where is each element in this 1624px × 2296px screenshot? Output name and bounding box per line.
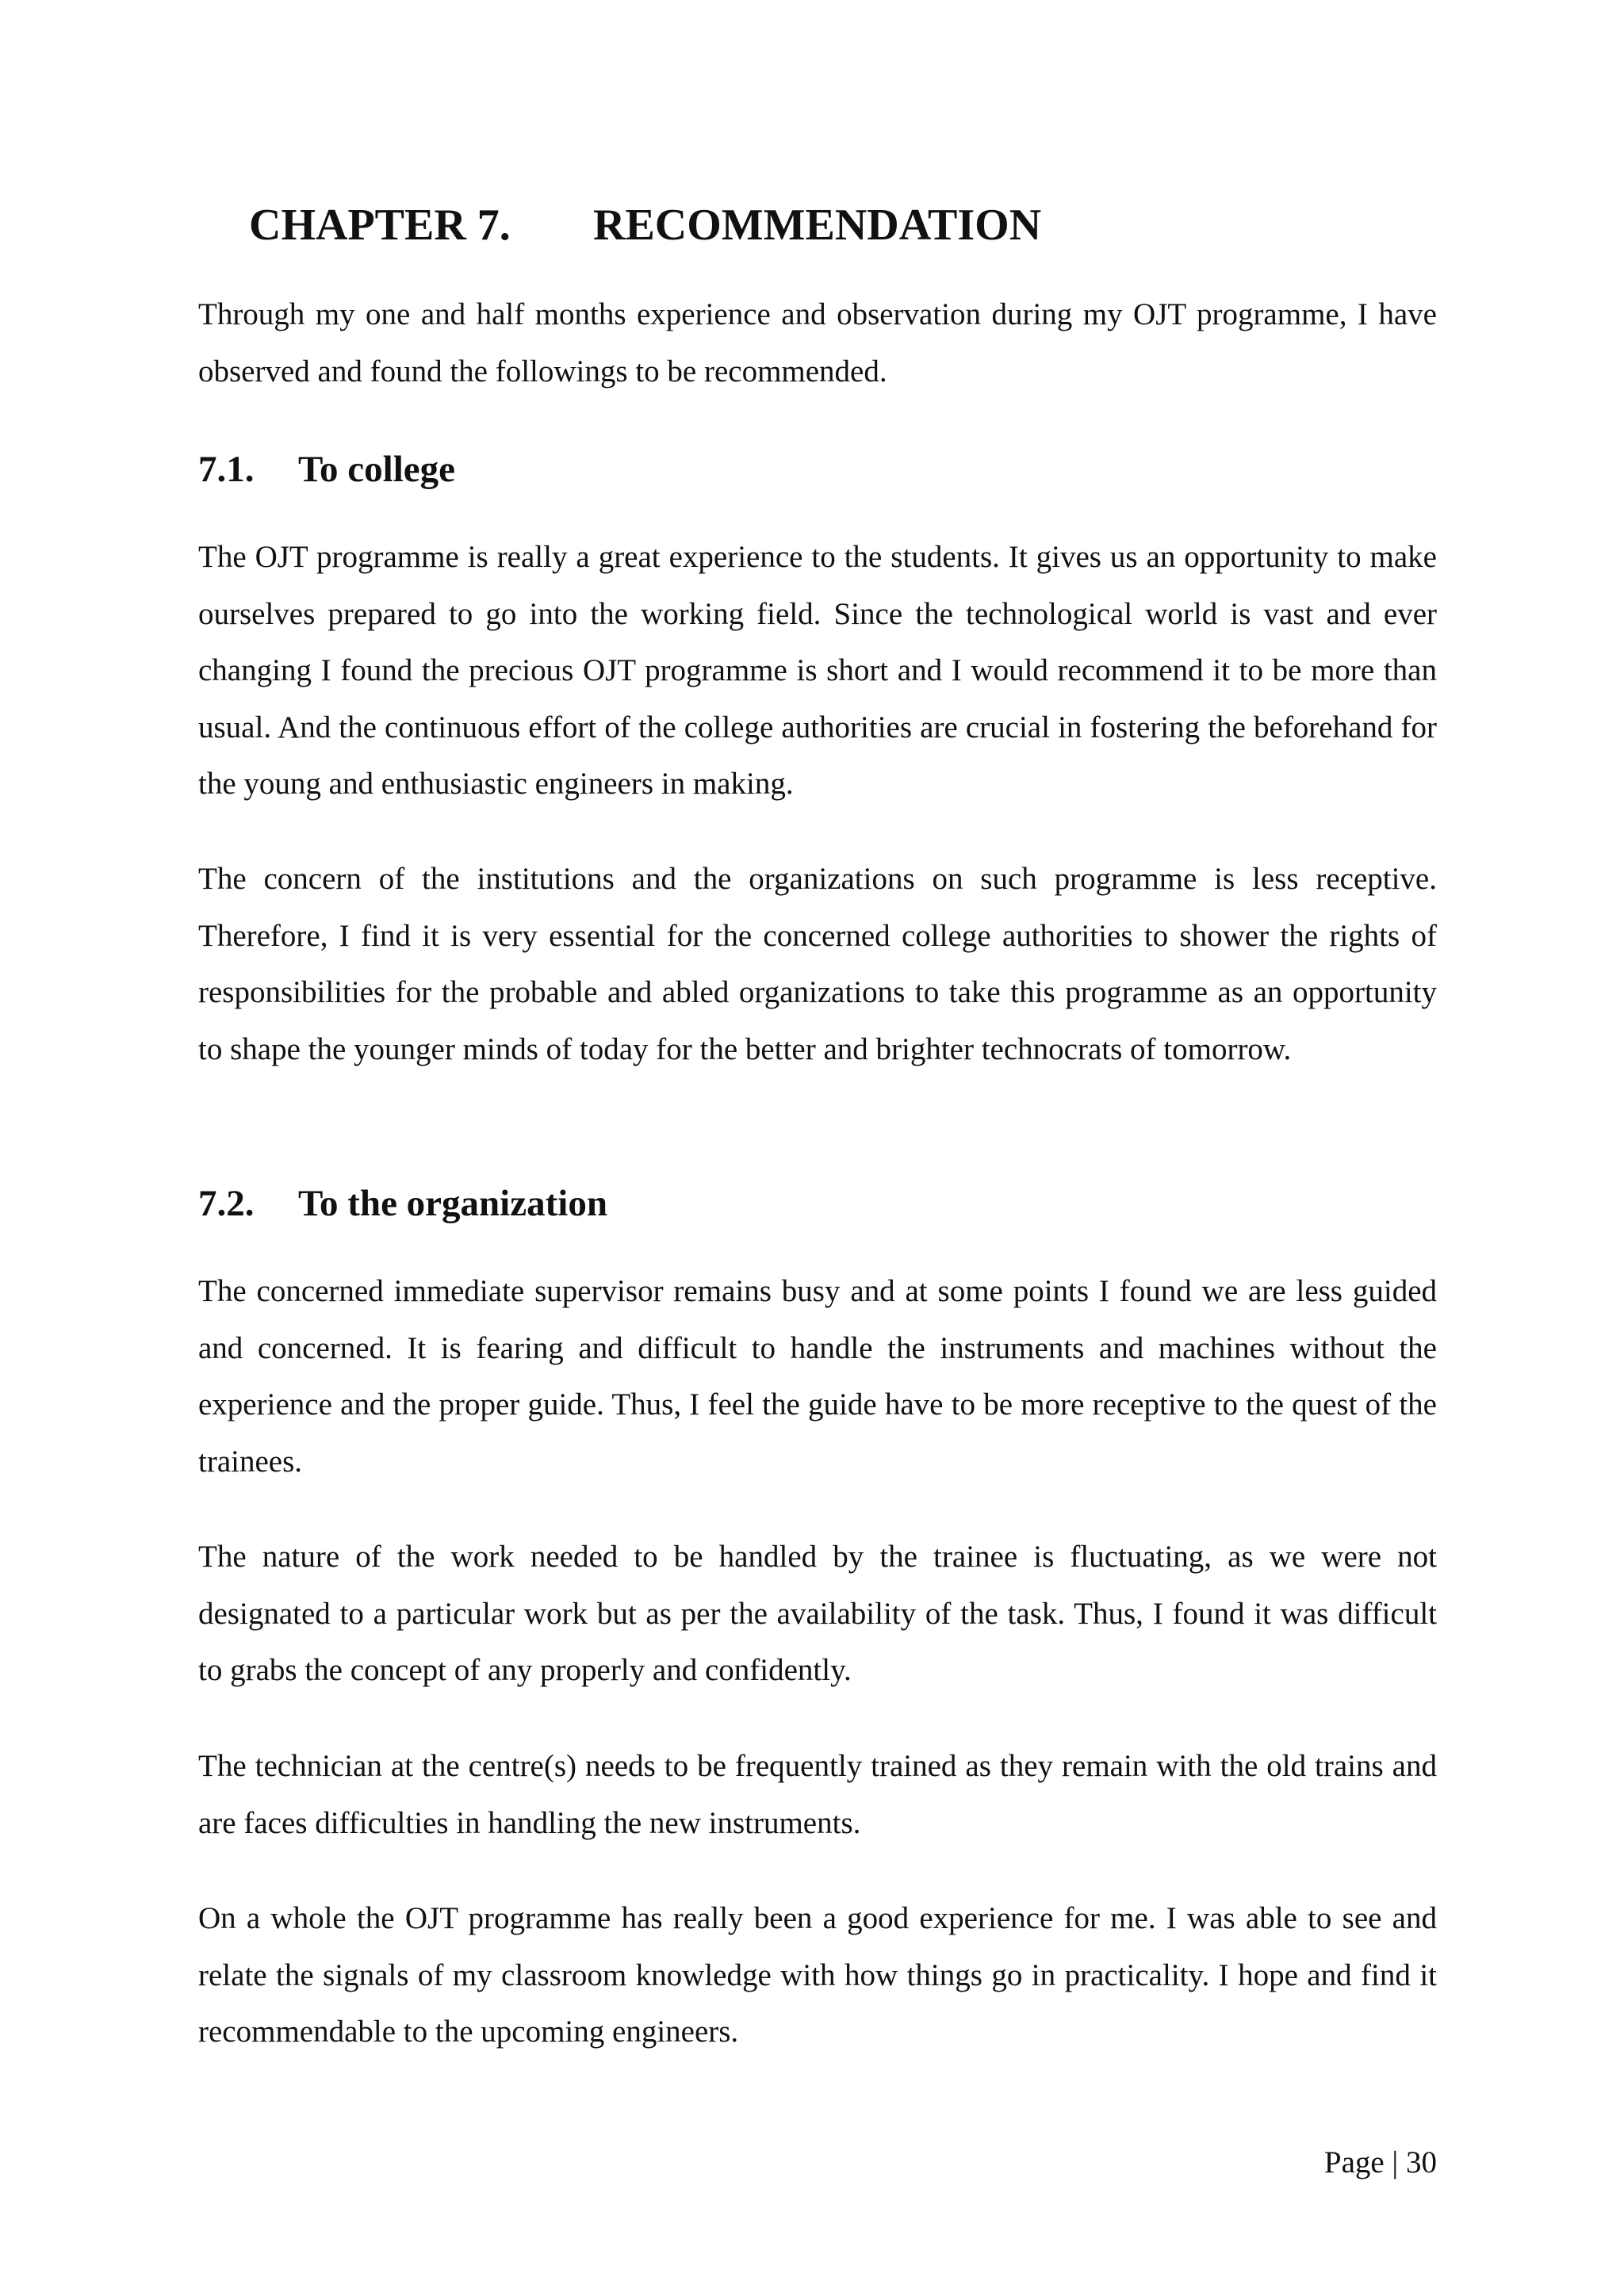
section-title: To college	[298, 449, 455, 490]
section-number: 7.1.	[198, 449, 255, 490]
section-heading-college	[198, 446, 455, 493]
chapter-number: CHAPTER 7.	[249, 201, 511, 250]
paragraph: On a whole the OJT programme has really been a good experience for me. I was able to see and relate the signals of my classroom knowledge with how things go in practicality. I hope and find it recommendable to the upcoming engineers.	[198, 1901, 1437, 2049]
chapter-title: RECOMMENDATION	[593, 201, 1042, 250]
section-title: To the organization	[298, 1183, 607, 1224]
paragraph: The OJT programme is really a great experience to the students. It gives us an opportunity to make ourselves prepared to go into the working field. Since the technological world is vast and ever changing I found the precious OJT programme is short and I would recommend it to be more than usual. And the continuous effort of the college authorities are crucial in fostering the beforehand for the young and enthusiastic engineers in making.	[198, 540, 1437, 801]
section-heading-organization	[198, 1180, 607, 1227]
paragraph: The concern of the institutions and the organizations on such programme is less receptive. Therefore, I find it is very essential for the concerned college authorities to shower the rights of responsibilities for the probable and abled organizations to take this programme as an opportunity to shape the younger minds of today for the better and brighter technocrats of tomorrow.	[198, 862, 1437, 1066]
page-number: Page | 30	[1323, 2145, 1437, 2179]
chapter-heading	[249, 195, 1041, 255]
paragraph: The concerned immediate supervisor remains busy and at some points I found we are less guided and concerned. It is fearing and difficult to handle the instruments and machines without the experience and the proper guide. Thus, I feel the guide have to be more receptive to the quest of the trainees.	[198, 1274, 1437, 1479]
paragraph: The technician at the centre(s) needs to be frequently trained as they remain with the old trains and are faces difficulties in handling the new instruments.	[198, 1749, 1437, 1840]
intro-paragraph: Through my one and half months experience and observation during my OJT programme, I have observed and found the followings to be recommended.	[198, 297, 1437, 388]
section-number: 7.2.	[198, 1183, 255, 1224]
paragraph: The nature of the work needed to be handled by the trainee is fluctuating, as we were not designated to a particular work but as per the availability of the task. Thus, I found it was difficult to grabs the concept of any properly and confidently.	[198, 1540, 1437, 1687]
